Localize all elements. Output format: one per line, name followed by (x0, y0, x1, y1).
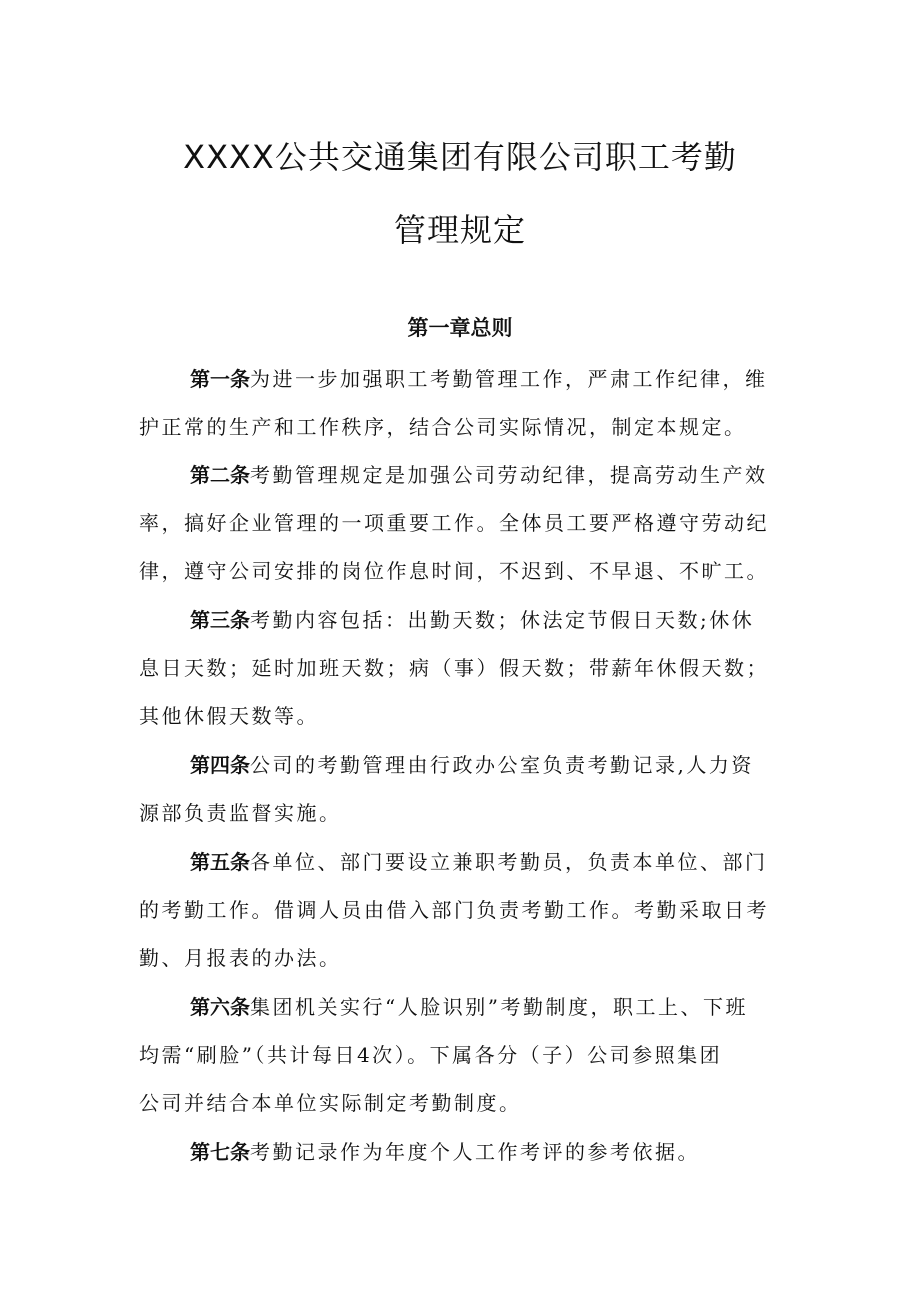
article-line (139, 451, 799, 499)
article-line: 率，搞好企业管理的一项重要工作。全体员工要严格遵守劳动纪 (139, 511, 769, 535)
article-label: 第五条 (190, 850, 250, 874)
article-4 (139, 741, 799, 837)
article-line: 公司并结合本单位实际制定考勤制度。 (139, 1091, 522, 1115)
article-label: 第三条 (190, 608, 250, 632)
article-text: 集团机关实行“人脸识别”考勤制度，职工上、下班 (250, 995, 748, 1019)
article-text: 考勤管理规定是加强公司劳动纪律，提高劳动生产效 (250, 463, 768, 487)
article-line: 息日天数；延时加班天数；病（事）假天数；带薪年休假天数； (139, 656, 769, 680)
article-line (139, 596, 799, 644)
article-text: 各单位、部门要设立兼职考勤员，负责本单位、部门 (250, 850, 768, 874)
article-text: 公司的考勤管理由行政办公室负责考勤记录,人力资 (250, 753, 754, 777)
article-line (139, 741, 799, 789)
article-line (139, 355, 799, 403)
article-line: 律，遵守公司安排的岗位作息时间，不迟到、不早退、不旷工。 (139, 559, 769, 583)
article-2 (139, 451, 799, 595)
document-title-line-2: 管理规定 (393, 211, 526, 249)
article-line (139, 1128, 799, 1176)
document-title-line-1: XXXX公共交通集团有限公司职工考勤 (183, 138, 737, 176)
article-3 (139, 596, 799, 740)
article-line: 源部负责监督实施。 (139, 801, 342, 825)
article-label: 第四条 (190, 753, 250, 777)
article-line: 均需“刷脸”（共计每日4次）。下属各分（子）公司参照集团 (139, 1043, 723, 1067)
article-7 (139, 1128, 799, 1176)
article-5 (139, 838, 799, 982)
article-label: 第七条 (190, 1140, 250, 1164)
article-line: 其他休假天数等。 (139, 704, 319, 728)
article-6 (139, 983, 799, 1127)
article-label: 第六条 (190, 995, 250, 1019)
article-line: 勤、月报表的办法。 (139, 946, 342, 970)
article-text: 为进一步加强职工考勤管理工作，严肃工作纪律，维 (250, 367, 768, 391)
article-line (139, 838, 799, 886)
article-1 (139, 355, 799, 451)
article-line: 的考勤工作。借调人员由借入部门负责考勤工作。考勤采取日考 (139, 898, 769, 922)
chapter-heading: 第一章总则 (407, 316, 513, 340)
article-text: 考勤记录作为年度个人工作考评的参考依据。 (250, 1140, 700, 1164)
article-line: 护正常的生产和工作秩序，结合公司实际情况，制定本规定。 (139, 415, 747, 439)
article-line (139, 983, 799, 1031)
article-text: 考勤内容包括：出勤天数；休法定节假日天数;休休 (250, 608, 755, 632)
article-label: 第二条 (190, 463, 250, 487)
article-label: 第一条 (190, 367, 250, 391)
